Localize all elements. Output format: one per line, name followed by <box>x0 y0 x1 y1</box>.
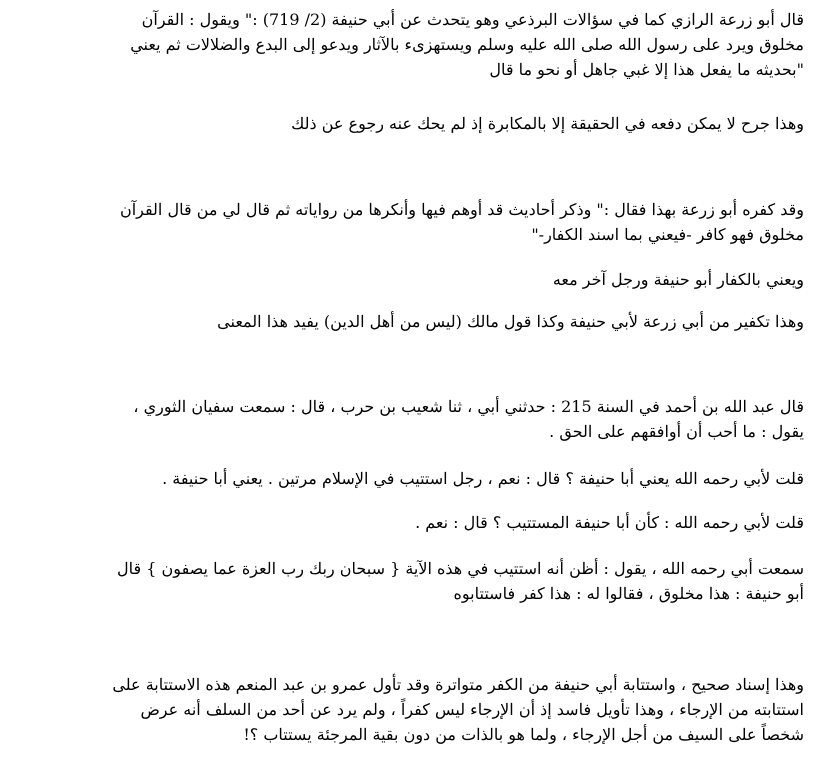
text-line: أبو حنيفة : هذا مخلوق ، فقالوا له : هذا كفر فاستتابوه <box>453 584 804 603</box>
text-line: شخصاً على السيف من أجل الإرجاء ، ولما هو بالذات من دون بقية المرجئة يستتاب ؟! <box>243 725 804 744</box>
paragraph-takfir-quote <box>14 197 804 247</box>
text-line: مخلوق ويرد على رسول الله صلى الله عليه وسلم ويستهزىء بالآثار ويدعو إلى البدع والضلالات ثم يعني <box>130 35 804 54</box>
text-line: قال عبد الله بن أحمد في السنة 215 : حدثني أبي ، ثنا شعيب بن حرب ، قال : سمعت سفيان الثوري ، <box>133 397 804 416</box>
paragraph-isnad-sahih <box>14 672 804 747</box>
text-line: وهذا تكفير من أبي زرعة لأبي حنيفة وكذا قول مالك (ليس من أهل الدين) يفيد هذا المعنى <box>217 312 804 331</box>
text-line: وهذا إسناد صحيح ، واستتابة أبي حنيفة من الكفر متواترة وقد تأول عمرو بن عبد المنعم هذه الاستتابة على <box>112 675 804 694</box>
paragraph-ayah-istitabah <box>14 556 804 606</box>
text-line: وقد كفره أبو زرعة بهذا فقال :" وذكر أحاديث قد أوهم فيها وأنكرها من رواياته ثم قال لي من قال القرآن <box>119 200 804 219</box>
text-line: قلت لأبي رحمه الله : كأن أبا حنيفة المستتيب ؟ قال : نعم . <box>415 513 804 532</box>
text-line: ويعني بالكفار أبو حنيفة ورجل آخر معه <box>552 270 804 289</box>
paragraph-mustatab <box>14 510 804 535</box>
text-line: مخلوق فهو كافر -فيعني بما اسند الكفار-" <box>531 225 804 244</box>
text-line: قال أبو زرعة الرازي كما في سؤالات البرذعي وهو يتحدث عن أبي حنيفة (2/ 719) :" ويقول : القرآن <box>141 10 804 29</box>
paragraph-malik-saying <box>14 309 804 334</box>
text-line: وهذا جرح لا يمكن دفعه في الحقيقة إلا بالمكابرة إذ لم يحك عنه رجوع عن ذلك <box>291 114 804 133</box>
text-line: "بحديثه ما يفعل هذا إلا غبي جاهل أو نحو ما قال <box>489 60 804 79</box>
paragraph-abdullah-sunnah <box>14 394 804 444</box>
text-line: سمعت أبي رحمه الله ، يقول : أظن أنه استتيب في هذه الآية { سبحان ربك رب العزة عما يصفون } قال <box>117 559 804 578</box>
text-line: استتابته من الإرجاء ، وهذا تأويل فاسد إذ أن الإرجاء ليس كفراً ، ولم يرد عن أحد من السلف أنه عرض <box>140 700 804 719</box>
text-line: يقول : ما أحب أن أوافقهم على الحق . <box>549 422 804 441</box>
paragraph-kuffar-meaning <box>14 267 804 292</box>
text-line: قلت لأبي رحمه الله يعني أبا حنيفة ؟ قال : نعم ، رجل استتيب في الإسلام مرتين . يعني أبا حنيفة . <box>162 469 804 488</box>
paragraph-abu-zurah-quote <box>14 7 804 82</box>
paragraph-jarh-comment <box>14 111 804 136</box>
paragraph-istitabah-twice <box>14 466 804 491</box>
